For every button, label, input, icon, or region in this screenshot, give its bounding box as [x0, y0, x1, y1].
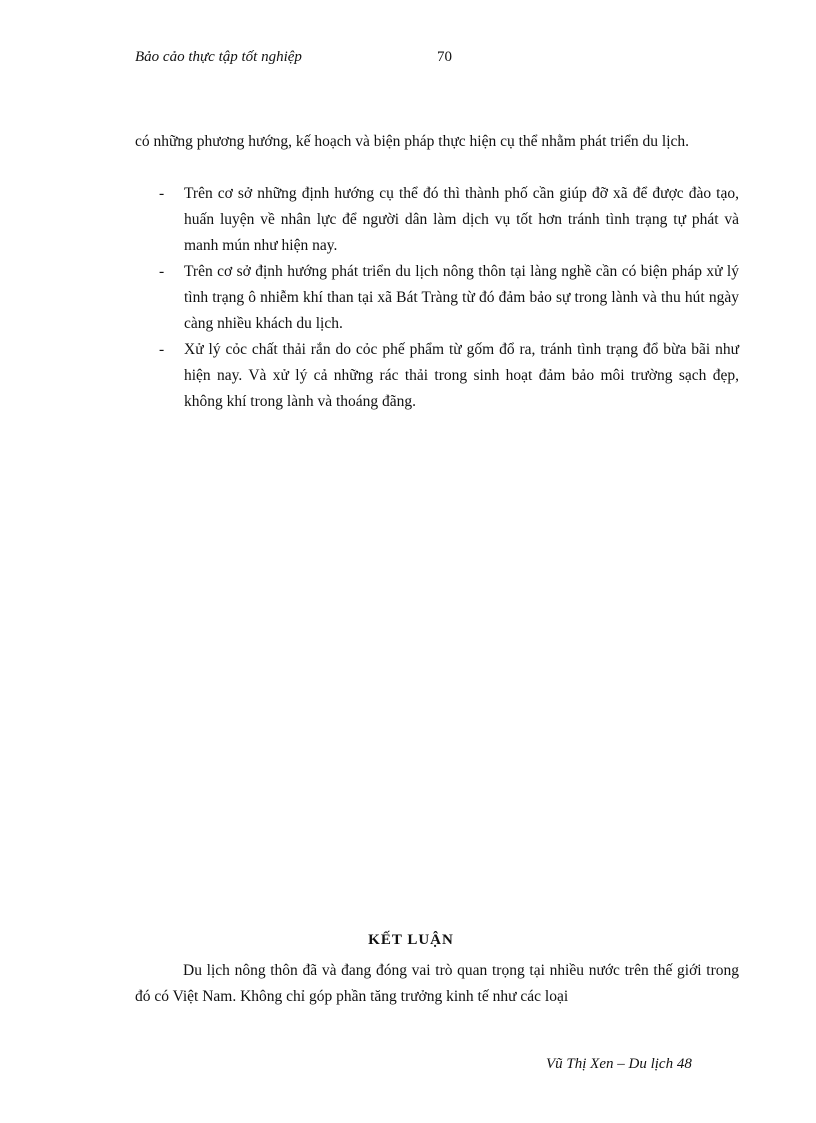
conclusion-paragraph: Du lịch nông thôn đã và đang đóng vai trò quan trọng tại nhiều nước trên thế giới trong đó có Việt Nam. Không chỉ góp phần tăng trưởng kinh tế như các loại — [135, 962, 739, 1005]
bullet-marker: - — [159, 341, 165, 358]
bullet-marker: - — [159, 263, 165, 280]
list-item-text: Xử lý cỏc chất thải rắn do cỏc phế phẩm từ gốm đổ ra, tránh tình trạng đổ bừa bãi như hiện nay. Và xử lý cả những rác thải trong sinh hoạt đảm bảo môi trường sạch đẹp, không khí trong lành và thoáng đãng. — [184, 341, 739, 410]
page-number: 70 — [437, 49, 452, 65]
list-item-text: Trên cơ sở định hướng phát triển du lịch nông thôn tại làng nghề cần có biện pháp xử lý tình trạng ô nhiễm khí than tại xã Bát Tràng từ đó đảm bảo sự trong lành và thu hút ngày càng nhiều khách du lịch. — [184, 263, 739, 332]
conclusion-heading: KẾT LUẬN — [368, 932, 454, 948]
list-item — [135, 181, 739, 259]
recommendation-list — [135, 181, 739, 415]
header-title: Bảo cảo thực tập tốt nghiệp — [135, 49, 302, 65]
bullet-marker: - — [159, 185, 165, 202]
intro-paragraph: có những phương hướng, kế hoạch và biện pháp thực hiện cụ thể nhằm phát triển du lịch. — [135, 133, 690, 150]
list-item — [135, 337, 739, 415]
list-item — [135, 259, 739, 337]
list-item-text: Trên cơ sở những định hướng cụ thể đó thì thành phố cần giúp đỡ xã để được đào tạo, huấn luyện về nhân lực để người dân làm dịch vụ tốt hơn tránh tình trạng tự phát và manh mún như hiện nay. — [184, 185, 739, 254]
footer-author: Vũ Thị Xen – Du lịch 48 — [546, 1056, 692, 1072]
